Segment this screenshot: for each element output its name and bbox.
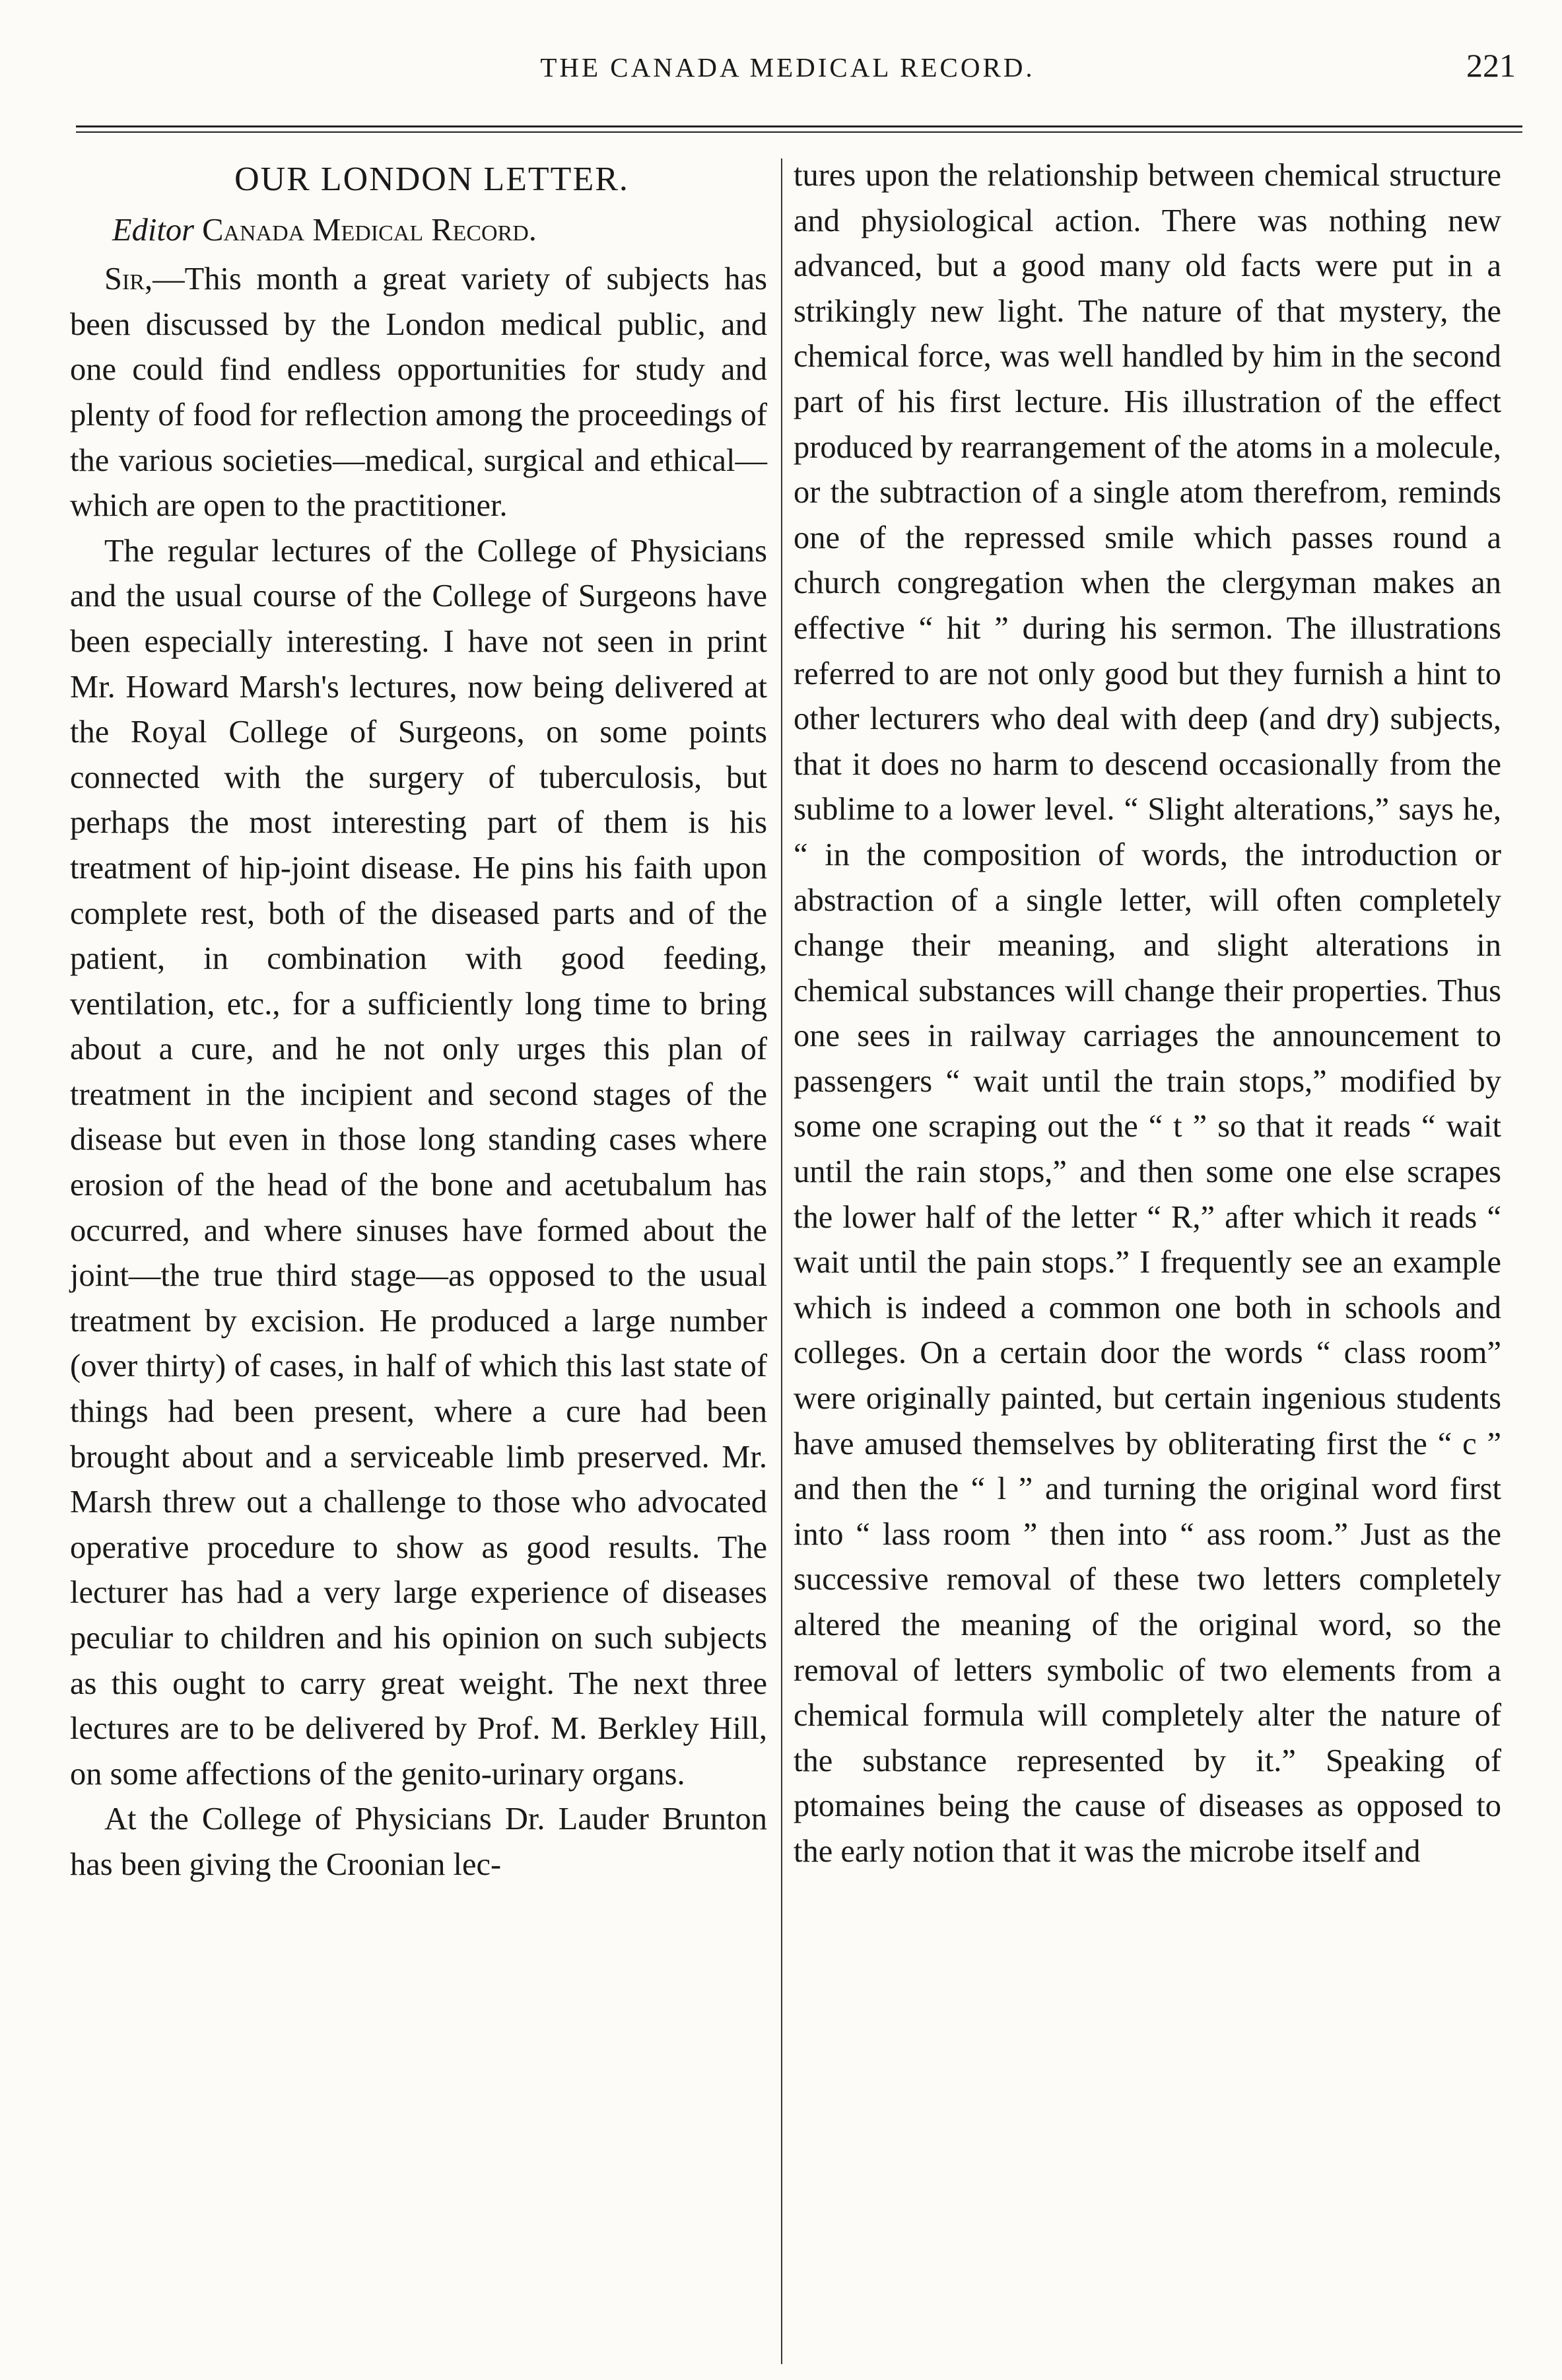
paragraph-continued: tures upon the relationship between chemical structure and physiological action. There was nothing new advanced, but a good many old facts were put in a strikingly new light. The nature of that mystery, the chemical force, was well handled by him in the second part of his first lecture. His illustration of the effect produced by rearrangement of the atoms in a molecule, or the subtraction of a single atom therefrom, reminds one of the repressed smile which passes round a church congregation when the clergyman makes an effective “ hit ” during his sermon. The illustrations referred to are not only good but they furnish a hint to other lecturers who deal with deep (and dry) subjects, that it does no harm to descend occasionally from the sublime to a lower level. “ Slight alterations,” says he, “ in the composition of words, the introduction or abstraction of a single letter, will often completely change their meaning, and slight alterations in chemical substances will change their properties. Thus one sees in railway carriages the announcement to passengers “ wait until the train stops,” modified by some one scraping out the “ t ” so that it reads “ wait until the rain stops,” and then some one else scrapes the lower half of the letter “ R,” after which it reads “ wait until the pain stops.” I frequently see an example which is indeed a common one both in schools and colleges. On a certain door the words “ class room” were originally painted, but certain ingenious students have amused themselves by obliterating first the “ c ” and then the “ l ” and turning the original word first into “ lass room ” then into “ ass room.” Just as the successive removal of these two letters completely altered the meaning of the original word, so the removal of letters symbolic of two elements from a chemical formula will completely alter the nature of the substance represented by it.” Speaking of ptomaines being the cause of diseases as opposed to the early notion that it was the microbe itself and <box>794 158 1501 1869</box>
editor-name: Canada Medical Record. <box>202 212 537 248</box>
paragraph-3: At the College of Physicians Dr. Lauder Brunton has been giving the Croonian lec- <box>70 1802 767 1882</box>
paragraph-2: The regular lectures of the College of Physicians and the usual course of the College of Surgeons have been especially interesting. I have not seen in print Mr. Howard Marsh's lectures, now being delivered at the Royal College of Surgeons, on some points connected with the surgery of tuberculosis, but perhaps the most interesting part of them is his treatment of hip-joint disease. He pins his faith upon complete rest, both of the diseased parts and of the patient, in combination with good feeding, ventilation, etc., for a sufficiently long time to bring about a cure, and he not only urges this plan of treatment in the incipient and second stages of the disease but even in those long standing cases where erosion of the head of the bone and acetubalum has occurred, and where sinuses have formed about the joint—the true third stage—as opposed to the usual treatment by excision. He produced a large number (over thirty) of cases, in half of which this last state of things had been present, where a cure had been brought about and a serviceable limb preserved. Mr. Marsh threw out a challenge to those who advocated operative procedure to show as good results. The lecturer has had a very large experience of diseases peculiar to children and his opinion on such subjects as this ought to carry great weight. The next three lectures are to be delivered by Prof. M. Berkley Hill, on some affections of the genito-urinary organs. <box>70 533 767 1792</box>
editor-prefix: Editor <box>112 212 194 248</box>
page-number: 221 <box>1466 47 1516 84</box>
header-rule-top <box>76 125 1522 127</box>
left-column <box>70 153 767 1888</box>
salutation: Sir, <box>104 262 153 297</box>
right-column <box>794 153 1501 1875</box>
paragraph-1 <box>70 257 767 529</box>
running-head <box>59 47 1516 98</box>
article-title: OUR LONDON LETTER. <box>234 160 629 198</box>
journal-title: THE CANADA MEDICAL RECORD. <box>540 52 1035 83</box>
editor-line <box>70 208 767 254</box>
column-divider <box>781 158 782 2364</box>
paragraph-1-text: —This month a great variety of subjects has been discussed by the London medical public, and one could find endless opportunities for study and plenty of food for reflection among the proceedings of the various societies—medical, surgical and ethical—which are open to the practitioner. <box>70 262 767 524</box>
header-rule-bottom <box>76 131 1522 133</box>
